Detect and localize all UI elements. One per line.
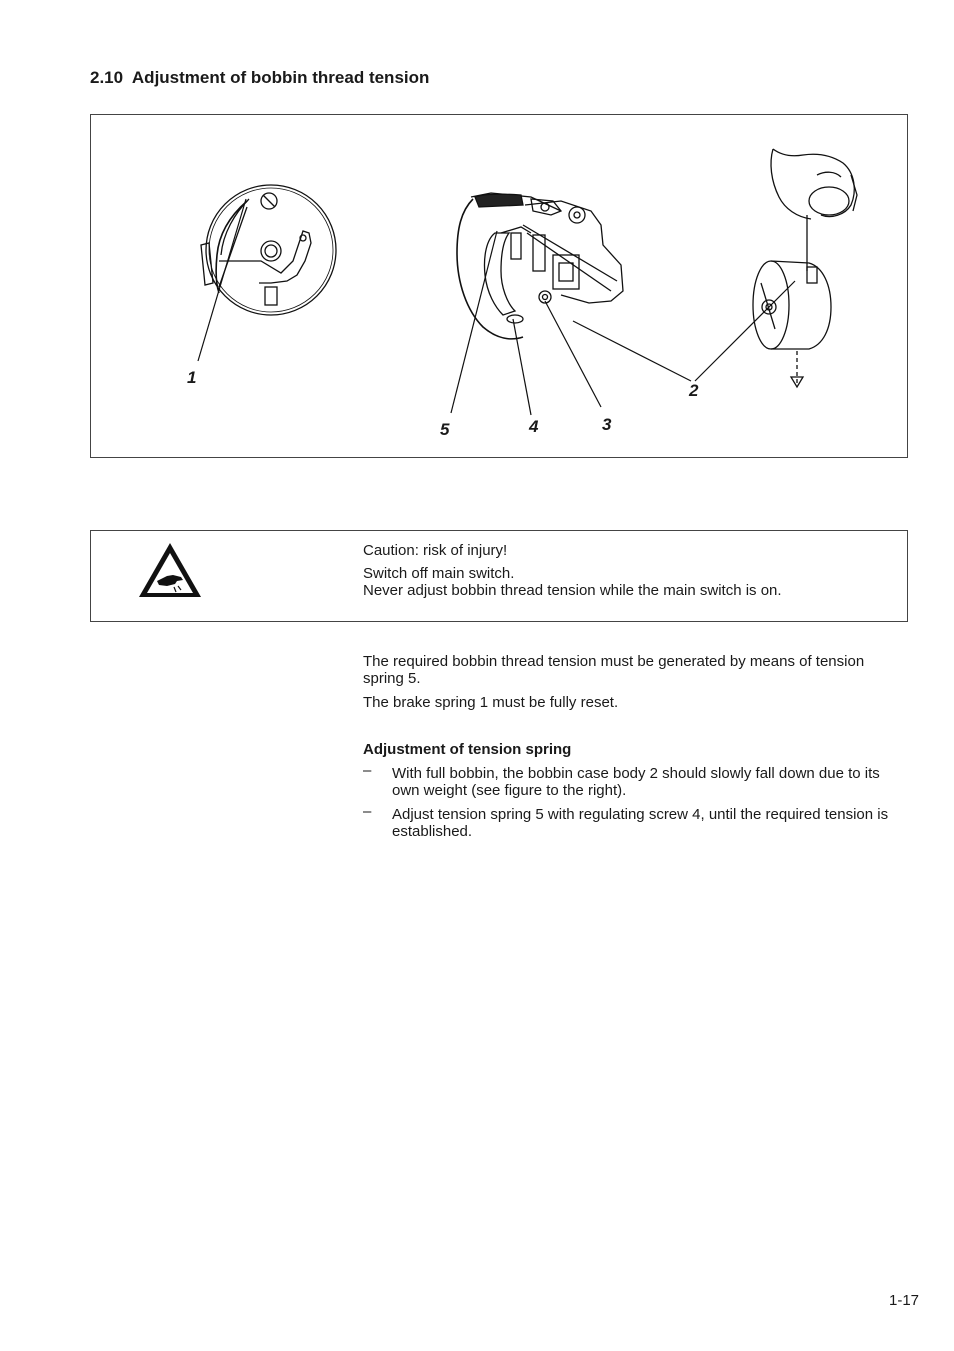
callout-1: 1: [187, 368, 197, 387]
hanging-bobbin-case: [753, 149, 857, 387]
bobbin-case-side-view: [457, 193, 623, 339]
bobbin-front-view: [201, 185, 336, 315]
callout-3: 3: [602, 415, 612, 434]
body-paragraph-1: The required bobbin thread tension must be generated by means of tension spring 5.: [363, 653, 865, 687]
caution-notice: [90, 530, 908, 622]
adjustment-steps: [363, 762, 903, 840]
bobbin-illustration: [91, 115, 907, 457]
step-text: With full bobbin, the bobbin case body 2 should slowly fall down due to its own weight (see figure to the right).: [392, 765, 880, 799]
callout-4: 4: [529, 417, 539, 436]
caution-instructions: [363, 565, 893, 599]
dash-bullet: –: [363, 762, 372, 779]
hand-injury-warning-icon: [137, 541, 203, 599]
caution-heading: Caution: risk of injury!: [363, 542, 508, 559]
instructions-body: [363, 653, 903, 847]
page-number: 1-17: [889, 1292, 920, 1309]
subheading-tension-spring: Adjustment of tension spring: [363, 741, 572, 758]
technical-figure: [90, 114, 908, 458]
body-paragraph-2: The brake spring 1 must be fully reset.: [363, 694, 619, 711]
callout-2: 2: [689, 381, 699, 400]
section-heading: 2.10 Adjustment of bobbin thread tension: [90, 68, 430, 87]
caution-line-2: Never adjust bobbin thread tension while the main switch is on.: [363, 582, 782, 599]
step-text: Adjust tension spring 5 with regulating screw 4, until the required tension is established.: [392, 806, 889, 840]
callout-5: 5: [440, 420, 450, 439]
caution-line-1: Switch off main switch.: [363, 565, 515, 582]
caution-text: [363, 542, 893, 605]
list-item: [363, 803, 903, 840]
dash-bullet: –: [363, 803, 372, 820]
list-item: [363, 762, 903, 799]
